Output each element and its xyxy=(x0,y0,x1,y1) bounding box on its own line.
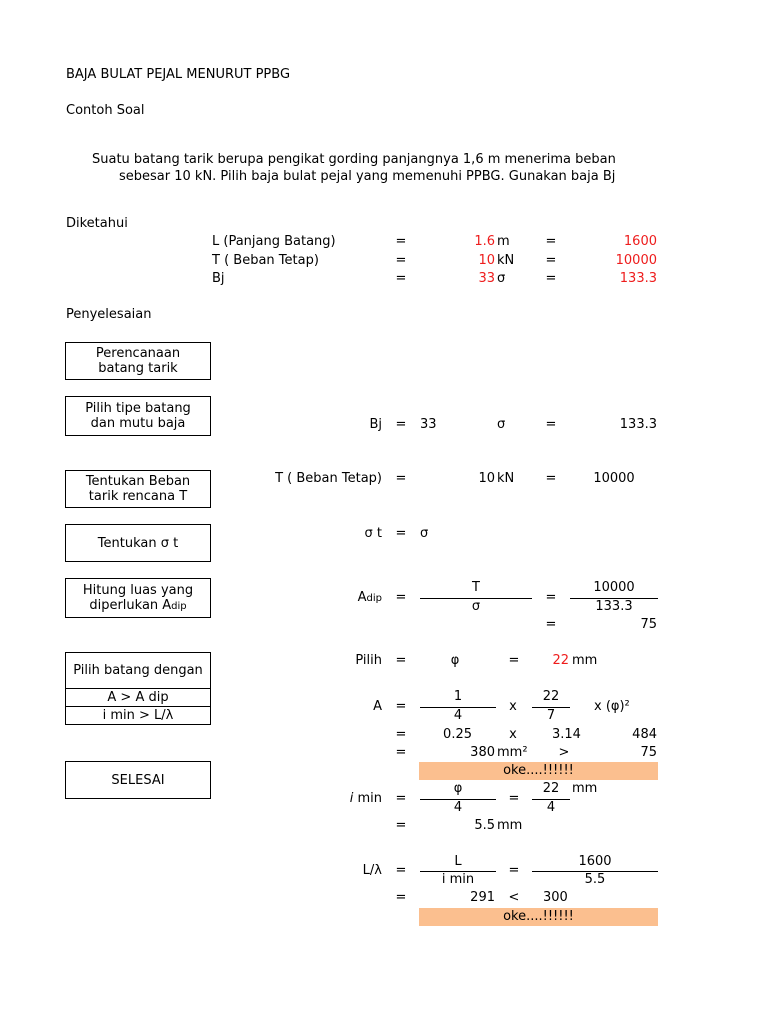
subtitle: Contoh Soal xyxy=(66,103,145,118)
step-text: Tentukan Beban xyxy=(85,474,191,489)
solution-heading: Penyelesaian xyxy=(66,307,152,322)
equals-sign: = xyxy=(508,791,520,806)
equals-sign: = xyxy=(395,653,407,668)
calc-bj-label: Bj xyxy=(369,417,382,432)
problem-line-2: sebesar 10 kN. Pilih baja bulat pejal yang memenuhi PPBG. Gunakan baja Bj xyxy=(119,169,616,184)
less-than-sign: < xyxy=(508,890,520,905)
calc-pilih-unit: mm xyxy=(572,653,598,668)
step-text: SELESAI xyxy=(111,772,165,788)
equals-sign: = xyxy=(395,727,407,742)
equals-sign: = xyxy=(545,417,557,432)
step-box-selesai xyxy=(65,761,211,799)
calc-t-label: T ( Beban Tetap) xyxy=(275,471,382,486)
equals-sign: = xyxy=(395,526,407,541)
calc-area-val3: 484 xyxy=(632,727,657,742)
known-unit-t: kN xyxy=(497,253,515,268)
known-label-t: T ( Beban Tetap) xyxy=(212,253,319,268)
calc-pilih-label: Pilih xyxy=(355,653,382,668)
step-text: Perencanaan xyxy=(95,346,181,361)
calc-area-label: A xyxy=(373,699,382,714)
calc-imin-unit: mm xyxy=(572,781,598,796)
known-label-l: L (Panjang Batang) xyxy=(212,234,336,249)
calc-imin-den: 4 xyxy=(453,800,463,815)
ok-highlight-slenderness: oke....!!!!!! xyxy=(419,908,658,926)
calc-bj-value: 33 xyxy=(420,417,437,432)
calc-area-num-2: 22 xyxy=(542,689,560,704)
equals-sign: = xyxy=(395,863,407,878)
step-text: A > A dip xyxy=(107,690,169,705)
page-title: BAJA BULAT PEJAL MENURUT PPBG xyxy=(66,67,291,82)
step-text: Hitung luas yang xyxy=(82,582,194,598)
equals-sign: = xyxy=(395,234,407,249)
calc-imin-result: 5.5 xyxy=(474,818,495,833)
equals-sign: = xyxy=(545,617,557,632)
equals-sign: = xyxy=(508,863,520,878)
equals-sign: = xyxy=(395,699,407,714)
equals-sign: = xyxy=(508,653,520,668)
calc-bj-sigma: σ xyxy=(497,417,506,432)
times-sign: x xyxy=(509,699,517,714)
equals-sign: = xyxy=(395,791,407,806)
calc-area-val5: 75 xyxy=(640,745,657,760)
calc-imin-den-2: 4 xyxy=(546,800,556,815)
calc-slender-num: L xyxy=(454,854,462,869)
equals-sign: = xyxy=(395,253,407,268)
calc-area-phi-squared: x (φ)² xyxy=(594,699,630,714)
ok-highlight-area: oke....!!!!!! xyxy=(419,762,658,780)
step-text: Pilih batang dengan xyxy=(73,663,203,678)
step-box-tentukan-sigma xyxy=(65,524,211,562)
calc-t-value: 10 xyxy=(478,471,495,486)
calc-slender-num-2: 1600 xyxy=(578,854,612,869)
step-text: dan mutu baja xyxy=(90,416,186,431)
calc-adip-label-sub: dip xyxy=(366,593,382,604)
known-unit-bj: σ xyxy=(497,271,506,286)
step-text: Pilih tipe batang xyxy=(85,401,191,416)
equals-sign: = xyxy=(395,818,407,833)
step-box-pilih-tipe xyxy=(65,396,211,436)
calc-adip-result: 75 xyxy=(640,617,657,632)
equals-sign: = xyxy=(395,417,407,432)
calc-area-val2: 3.14 xyxy=(552,727,581,742)
equals-sign: = xyxy=(395,471,407,486)
equals-sign: = xyxy=(395,745,407,760)
calc-slender-label: L/λ xyxy=(362,863,382,878)
step-text: batang tarik xyxy=(98,361,178,376)
problem-line-1: Suatu batang tarik berupa pengikat gording panjangnya 1,6 m menerima beban xyxy=(92,152,616,167)
known-heading: Diketahui xyxy=(66,216,128,231)
equals-sign: = xyxy=(545,271,557,286)
step-text: diperlukan A xyxy=(89,597,172,613)
calc-imin-label xyxy=(320,791,382,807)
step-box-pilih-batang xyxy=(65,652,211,689)
calc-adip-numerator-2: 10000 xyxy=(593,580,635,595)
calc-imin-label-rest: min xyxy=(353,791,382,806)
calc-slender-den-2: 5.5 xyxy=(584,872,606,887)
calc-sigma-value: σ xyxy=(420,526,429,541)
known-label-bj: Bj xyxy=(212,271,225,286)
known-value-bj: 33 xyxy=(478,271,495,286)
calc-imin-label-italic: i xyxy=(349,791,354,806)
step-box-perencanaan xyxy=(65,342,211,380)
calc-t-result: 10000 xyxy=(593,471,635,486)
calc-bj-result: 133.3 xyxy=(619,417,657,432)
step-text: Tentukan σ t xyxy=(97,535,179,551)
calc-slender-val1: 291 xyxy=(470,890,495,905)
greater-than-sign: > xyxy=(558,745,570,760)
calc-imin-num: φ xyxy=(453,781,463,796)
step-text: i min > L/λ xyxy=(102,708,174,723)
step-text: tarik rencana T xyxy=(88,489,188,504)
calc-adip-denominator: σ xyxy=(471,599,481,614)
equals-sign: = xyxy=(545,590,557,605)
calc-pilih-value: 22 xyxy=(552,653,569,668)
equals-sign: = xyxy=(395,590,407,605)
calc-area-val1: 0.25 xyxy=(443,727,472,742)
calc-area-val4: 380 xyxy=(470,745,495,760)
step-box-tentukan-beban xyxy=(65,470,211,508)
calc-sigma-label: σ t xyxy=(364,526,382,541)
known-converted-t: 10000 xyxy=(615,253,657,268)
equals-sign: = xyxy=(395,890,407,905)
step-box-condition-radius xyxy=(65,706,211,725)
calc-imin-result-unit: mm xyxy=(497,818,523,833)
equals-sign: = xyxy=(395,271,407,286)
times-sign: x xyxy=(509,727,517,742)
calc-adip-label-main: A xyxy=(357,590,367,605)
calc-adip-denominator-2: 133.3 xyxy=(595,599,633,614)
known-value-t: 10 xyxy=(478,253,495,268)
known-converted-l: 1600 xyxy=(623,234,657,249)
calc-area-den-2: 7 xyxy=(546,708,556,723)
step-box-condition-area xyxy=(65,688,211,707)
equals-sign: = xyxy=(545,471,557,486)
step-box-hitung-luas xyxy=(65,578,211,618)
calc-area-unit: mm² xyxy=(497,745,528,760)
equals-sign: = xyxy=(545,234,557,249)
known-value-l: 1.6 xyxy=(474,234,495,249)
equals-sign: = xyxy=(545,253,557,268)
calc-imin-num-2: 22 xyxy=(542,781,560,796)
step-text-sub: dip xyxy=(171,600,187,612)
calc-slender-den: i min xyxy=(441,872,475,887)
known-converted-bj: 133.3 xyxy=(619,271,657,286)
calc-t-unit: kN xyxy=(497,471,515,486)
calc-area-num: 1 xyxy=(453,689,463,704)
known-unit-l: m xyxy=(497,234,510,249)
calc-adip-label xyxy=(330,590,382,607)
calc-slender-val2: 300 xyxy=(543,890,568,905)
calc-area-den: 4 xyxy=(453,708,463,723)
calc-pilih-phi: φ xyxy=(450,653,460,668)
calc-adip-numerator: T xyxy=(472,580,480,595)
